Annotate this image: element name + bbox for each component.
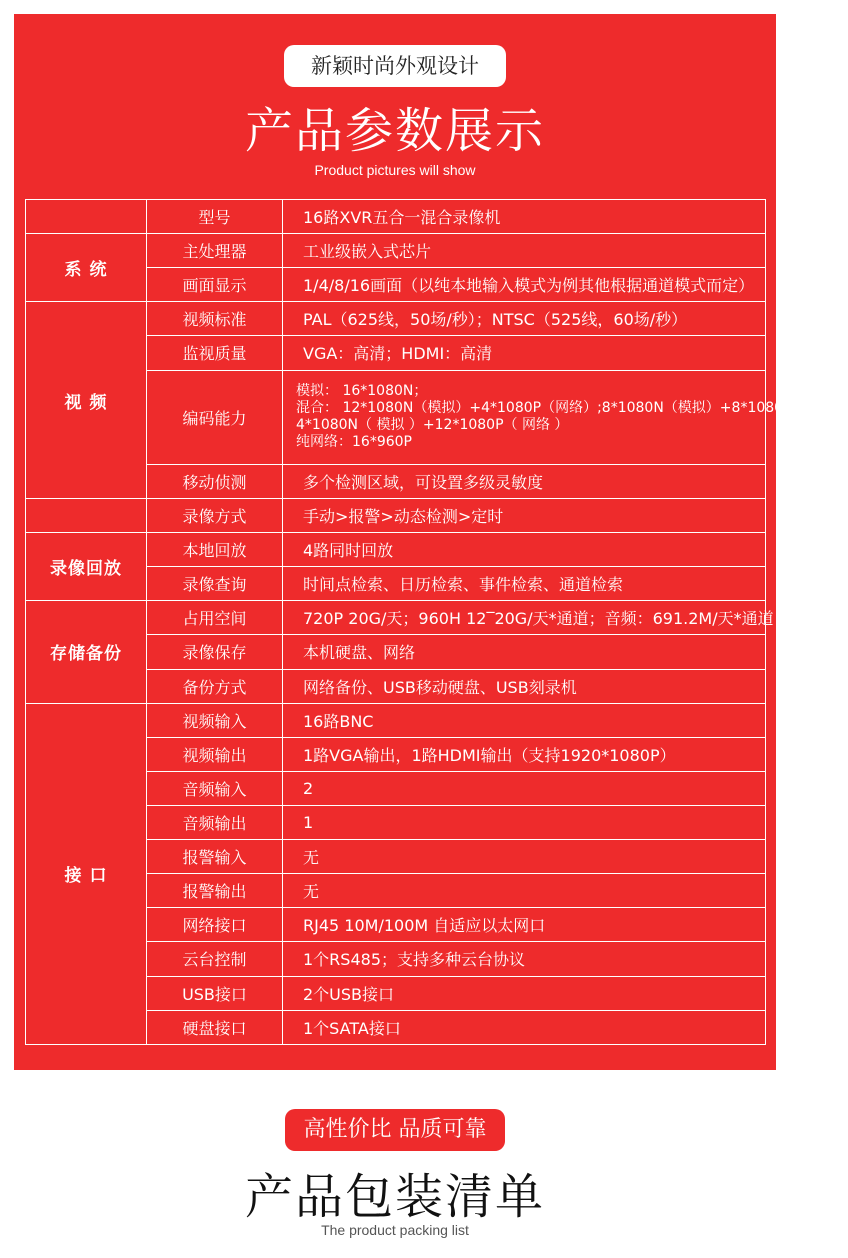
row-value: 2	[283, 771, 766, 805]
row-label: 视频标准	[147, 302, 283, 336]
row-value: 1路VGA输出，1路HDMI输出（支持1920*1080P）	[283, 737, 766, 771]
row-label: 音频输出	[147, 805, 283, 839]
row-label: 画面显示	[147, 268, 283, 302]
row-value: 4路同时回放	[283, 533, 766, 567]
row-label: 视频输入	[147, 703, 283, 737]
row-value: RJ45 10M/100M 自适应以太网口	[283, 908, 766, 942]
row-label: USB接口	[147, 976, 283, 1010]
category-cell-empty	[26, 498, 147, 532]
row-label: 报警输入	[147, 840, 283, 874]
table-row	[26, 703, 766, 737]
row-value: 16路XVR五合一混合录像机	[283, 200, 766, 234]
category-interface: 接 口	[26, 703, 147, 1044]
row-value: 无	[283, 840, 766, 874]
row-label: 占用空间	[147, 601, 283, 635]
encoding-line: 模拟： 16*1080N；	[296, 383, 428, 400]
row-value: 时间点检索、日历检索、事件检索、通道检索	[283, 567, 766, 601]
row-value: 16路BNC	[283, 703, 766, 737]
category-storage: 存储备份	[26, 601, 147, 703]
row-value: 1/4/8/16画面（以纯本地输入模式为例其他根据通道模式而定）	[283, 268, 766, 302]
table-row	[26, 533, 766, 567]
row-value: VGA：高清；HDMI：高清	[283, 336, 766, 370]
encoding-line: 4*1080N（ 模拟 ）+12*1080P（ 网络 ）	[296, 417, 569, 434]
row-label: 备份方式	[147, 669, 283, 703]
row-value: 网络备份、USB移动硬盘、USB刻录机	[283, 669, 766, 703]
encoding-line: 混合： 12*1080N（模拟）+4*1080P（网络）;8*1080N（模拟）+8*1080P（网络）	[296, 400, 848, 417]
table-row	[26, 200, 766, 234]
row-label: 主处理器	[147, 234, 283, 268]
row-label: 网络接口	[147, 908, 283, 942]
row-value: 1个RS485；支持多种云台协议	[283, 942, 766, 976]
row-label: 编码能力	[147, 370, 283, 464]
category-playback: 录像回放	[26, 533, 147, 601]
page-subtitle: Product pictures will show	[314, 162, 476, 178]
table-row	[26, 234, 766, 268]
spec-table	[25, 199, 848, 1045]
row-label: 录像查询	[147, 567, 283, 601]
page-title: 产品参数展示	[244, 103, 545, 159]
row-value: 2个USB接口	[283, 976, 766, 1010]
value-badge: 高性价比 品质可靠	[285, 1109, 505, 1151]
table-row	[26, 302, 766, 336]
feature-badge: 新颖时尚外观设计	[284, 45, 506, 87]
row-value: 手动>报警>动态检测>定时	[283, 498, 766, 532]
table-row	[26, 498, 766, 532]
category-cell-empty	[26, 200, 147, 234]
row-label: 录像方式	[147, 498, 283, 532]
row-label: 音频输入	[147, 771, 283, 805]
packing-list-title: 产品包装清单	[244, 1169, 545, 1225]
row-label: 移动侦测	[147, 464, 283, 498]
row-value: 720P 20G/天；960H 12‾20G/天*通道；音频：691.2M/天*通道	[283, 601, 766, 635]
row-label: 录像保存	[147, 635, 283, 669]
packing-list-subtitle: The product packing list	[321, 1222, 469, 1238]
row-value: 工业级嵌入式芯片	[283, 234, 766, 268]
row-value-multiline	[283, 370, 848, 464]
category-video: 视 频	[26, 302, 147, 499]
row-label: 本地回放	[147, 533, 283, 567]
encoding-line: 纯网络：16*960P	[296, 434, 412, 451]
row-label: 报警输出	[147, 874, 283, 908]
row-value: 多个检测区域，可设置多级灵敏度	[283, 464, 766, 498]
row-value: PAL（625线，50场/秒）；NTSC（525线，60场/秒）	[283, 302, 766, 336]
row-value: 1	[283, 805, 766, 839]
row-value: 无	[283, 874, 766, 908]
row-label: 硬盘接口	[147, 1010, 283, 1044]
row-value: 本机硬盘、网络	[283, 635, 766, 669]
row-label: 云台控制	[147, 942, 283, 976]
table-row	[26, 601, 766, 635]
row-label: 型号	[147, 200, 283, 234]
row-value: 1个SATA接口	[283, 1010, 766, 1044]
category-system: 系 统	[26, 234, 147, 302]
row-label: 监视质量	[147, 336, 283, 370]
row-label: 视频输出	[147, 737, 283, 771]
